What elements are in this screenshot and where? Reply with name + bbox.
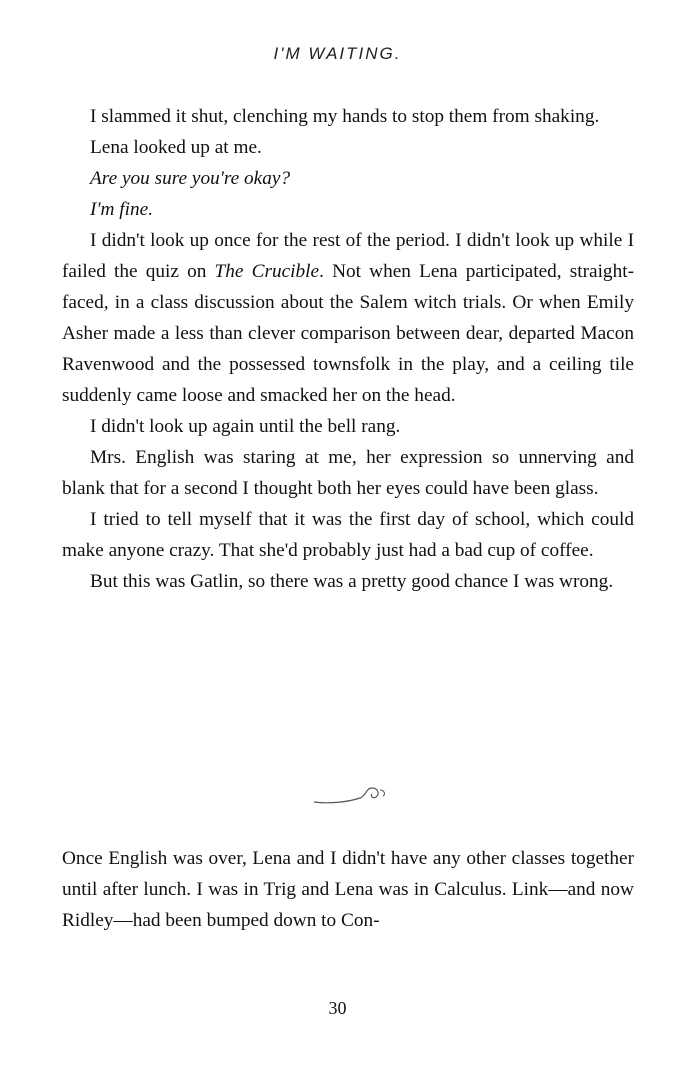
paragraph: I didn't look up again until the bell rang.	[90, 416, 401, 437]
paragraph	[62, 225, 634, 411]
paragraph: Lena looked up at me.	[90, 137, 262, 158]
paragraph: But this was Gatlin, so there was a pretty good chance I was wrong.	[90, 571, 614, 592]
body-text	[62, 101, 634, 597]
section-text	[62, 843, 634, 936]
paragraph-italic: Are you sure you're okay?	[90, 168, 291, 189]
paragraph-italic: I'm fine.	[90, 199, 154, 220]
scroll-flourish-icon	[310, 780, 400, 810]
paragraph: Mrs. English was staring at me, her expression so unnerving and blank that for a second I thought both her eyes could have been glass.	[62, 447, 634, 499]
page-number: 30	[328, 998, 347, 1018]
running-head: I'M WAITING.	[273, 44, 402, 63]
paragraph: Once English was over, Lena and I didn't have any other classes together until after lunch. I was in Trig and Lena was in Calculus. Link—and now Ridley—had been bumped down to Con-	[62, 848, 634, 931]
paragraph-rest: . Not when Lena participated, straight-faced, in a class discussion about the Salem witch trials. Or when Emily Asher made a less than clever comparison between dear, departed Macon Ravenwood and the possessed townsfolk in the play, and a ceiling tile suddenly came loose and smacked her on the head.	[62, 261, 634, 406]
paragraph: I slammed it shut, clenching my hands to stop them from shaking.	[90, 106, 600, 127]
paragraph-lead: I didn't look up once for the rest of the period. I didn't look up while I failed the quiz on	[62, 230, 634, 282]
paragraph: I tried to tell myself that it was the first day of school, which could make anyone crazy. That she'd probably just had a bad cup of coffee.	[62, 509, 634, 561]
book-title: The Crucible	[214, 261, 320, 282]
